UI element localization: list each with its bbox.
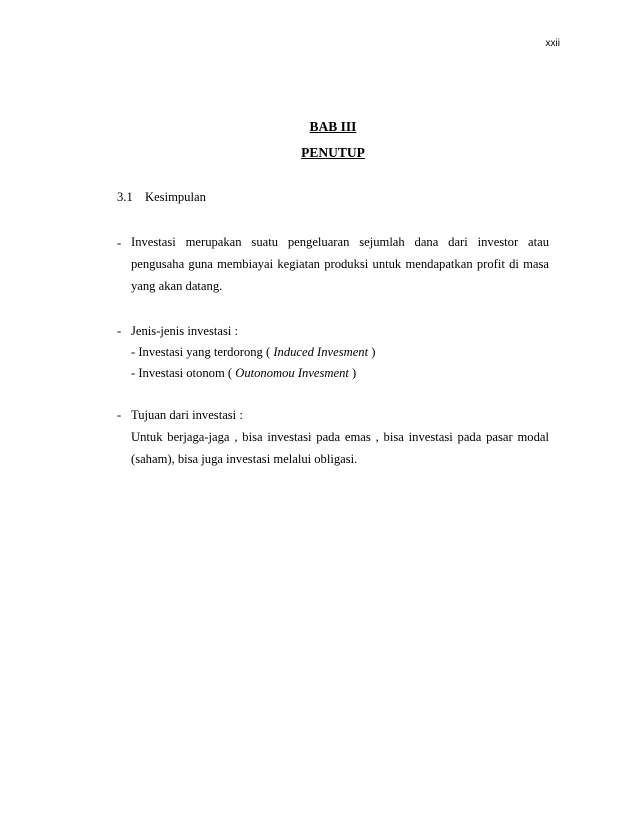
bullet-2-heading: Jenis-jenis investasi :: [131, 324, 239, 338]
section-number: 3.1: [117, 190, 133, 204]
chapter-number: BAB III: [309, 119, 357, 134]
bullet-1-line-3: yang akan datang.: [131, 279, 223, 293]
bullet-1-line-1: Investasi merupakan suatu pengeluaran sejumlah dana dari investor atau: [131, 235, 549, 249]
bullet-1-paragraph: [131, 231, 549, 297]
subitem-prefix: - Investasi yang terdorong (: [131, 345, 274, 359]
bullet-1-line-2: pengusaha guna membiayai kegiatan produksi untuk mendapatkan profit di masa: [131, 257, 549, 271]
subitem-suffix: ): [368, 345, 376, 359]
bullet-marker: -: [117, 236, 122, 250]
page-number: xxii: [545, 38, 560, 49]
chapter-title: PENUTUP: [301, 145, 365, 160]
bullet-2-subitem-2: [131, 366, 356, 381]
subitem-italic-term: Outonomou Invesment: [235, 366, 349, 380]
bullet-2-subitem-1: [131, 345, 375, 360]
subitem-suffix: ): [348, 366, 357, 380]
subitem-italic-term: Induced Invesment: [273, 345, 369, 359]
bullet-3-line-2: (saham), bisa juga investasi melalui obligasi.: [131, 452, 358, 466]
section-title: Kesimpulan: [145, 190, 206, 204]
bullet-marker: -: [117, 408, 122, 422]
bullet-3-heading: Tujuan dari investasi :: [131, 408, 243, 422]
bullet-marker: -: [117, 324, 122, 338]
subitem-prefix: - Investasi otonom (: [131, 366, 236, 380]
bullet-3-line-1: Untuk berjaga-jaga , bisa investasi pada emas , bisa investasi pada pasar modal: [131, 430, 549, 444]
section-heading: [117, 190, 206, 205]
bullet-3-paragraph: [131, 426, 549, 470]
